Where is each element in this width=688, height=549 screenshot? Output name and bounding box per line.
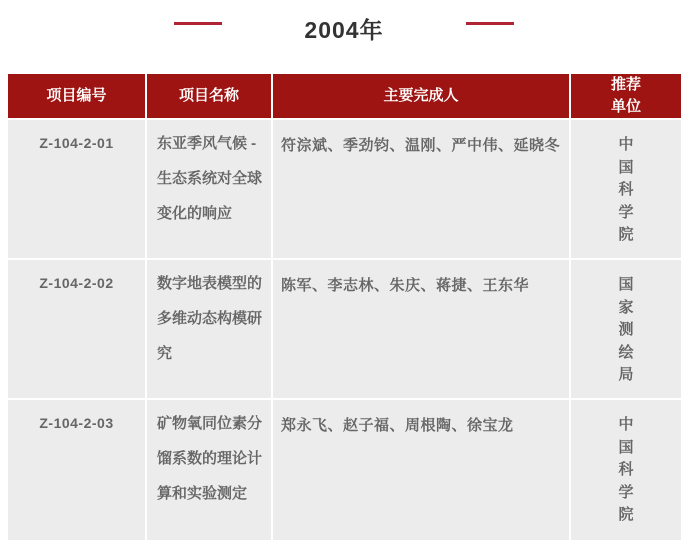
cell-project-name: 数字地表模型的多维动态构模研究 (147, 260, 271, 398)
cell-recommending-unit (571, 400, 681, 540)
cell-project-name: 矿物氧同位素分馏系数的理论计算和实验测定 (147, 400, 271, 540)
cell-recommending-unit-text: 中国科学院 (618, 136, 634, 243)
cell-project-name: 东亚季风气候 - 生态系统对全球变化的响应 (147, 120, 271, 258)
award-table (8, 74, 681, 540)
column-header-project-id: 项目编号 (8, 74, 145, 118)
column-header-contributors: 主要完成人 (273, 74, 569, 118)
cell-contributors: 郑永飞、赵子福、周根陶、徐宝龙 (273, 400, 569, 540)
page-title: 2004年 (304, 16, 384, 43)
column-header-recommending-unit (571, 74, 681, 118)
cell-project-id: Z-104-2-02 (8, 260, 145, 398)
cell-project-id: Z-104-2-01 (8, 120, 145, 258)
cell-contributors: 陈军、李志林、朱庆、蒋捷、王东华 (273, 260, 569, 398)
column-header-project-name: 项目名称 (147, 74, 271, 118)
cell-recommending-unit-text: 国家测绘局 (618, 276, 634, 383)
cell-recommending-unit (571, 120, 681, 258)
cell-recommending-unit-text: 中国科学院 (618, 416, 634, 523)
title-dash-left (174, 22, 222, 25)
cell-project-id: Z-104-2-03 (8, 400, 145, 540)
cell-contributors: 符淙斌、季劲钧、温刚、严中伟、延晓冬 (273, 120, 569, 258)
title-bar (0, 6, 688, 50)
cell-recommending-unit (571, 260, 681, 398)
column-header-recommending-unit-label: 推荐单位 (610, 76, 641, 115)
title-dash-right (466, 22, 514, 25)
